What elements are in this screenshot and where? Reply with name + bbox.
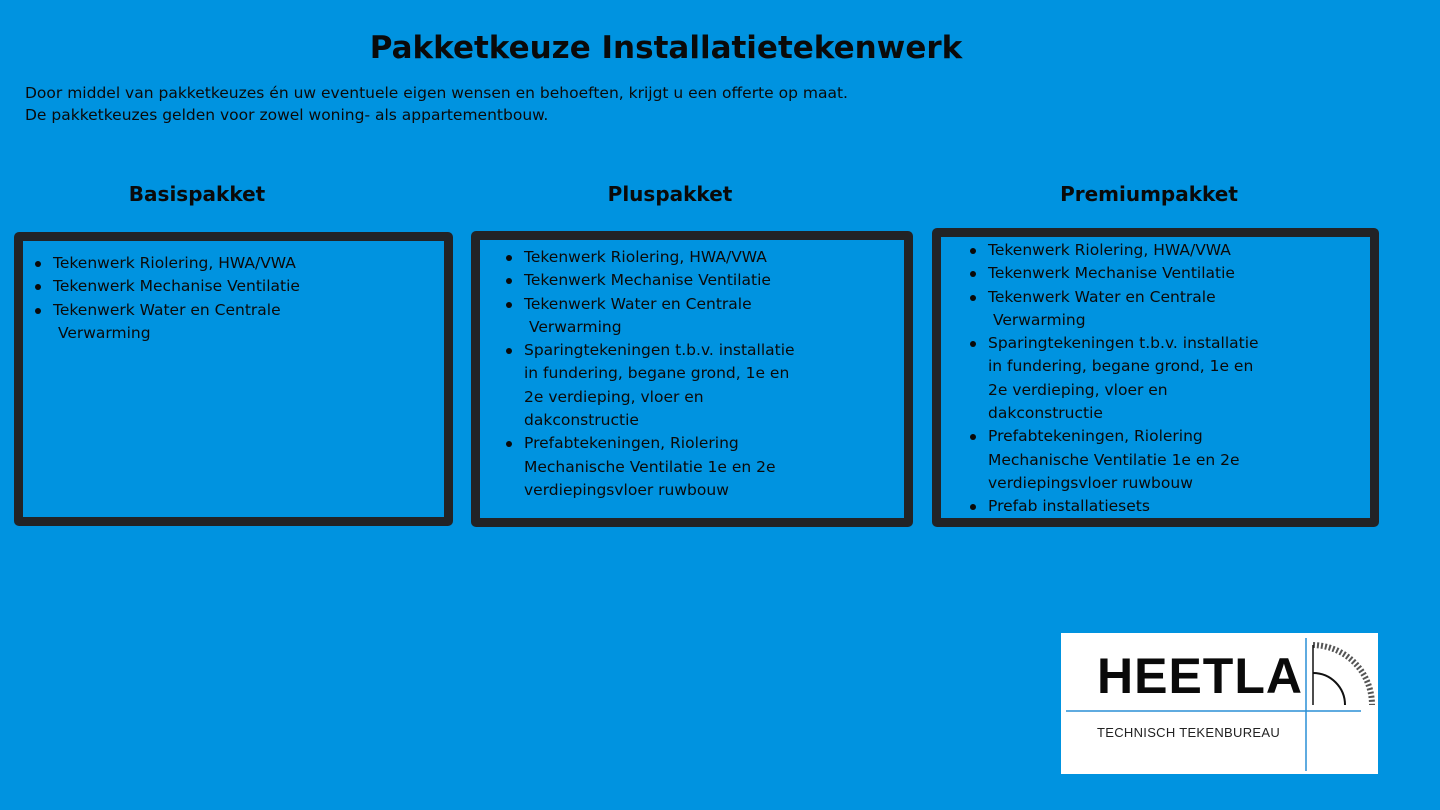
- list-item: Tekenwerk Riolering, HWA/VWA: [502, 246, 904, 269]
- logo-subtitle: TECHNISCH TEKENBUREAU: [1097, 725, 1281, 740]
- basis-package-title: Basispakket: [128, 182, 266, 206]
- list-item: Tekenwerk Water en Centrale Verwarming: [966, 286, 1370, 333]
- list-item: Tekenwerk Mechanise Ventilatie: [502, 269, 904, 292]
- list-item: Tekenwerk Water en Centrale Verwarming: [502, 293, 904, 340]
- list-item: Tekenwerk Riolering, HWA/VWA: [966, 239, 1370, 262]
- intro-line-2: De pakketkeuzes gelden voor zowel woning- als appartementbouw.: [25, 106, 549, 124]
- basis-package-box: [14, 232, 453, 526]
- basis-package-list: [31, 252, 444, 345]
- logo-wordmark: HEETLA: [1097, 648, 1303, 704]
- list-item: Tekenwerk Mechanise Ventilatie: [31, 275, 444, 298]
- page-title: Pakketkeuze Installatietekenwerk: [369, 30, 963, 66]
- list-item: Sparingtekeningen t.b.v. installatie in fundering, begane grond, 1e en 2e verdieping, vloer en dakconstructie: [966, 332, 1370, 425]
- intro-line-1: Door middel van pakketkeuzes én uw eventuele eigen wensen en behoeften, krijgt u een offerte op maat.: [25, 84, 848, 102]
- premium-package-title: Premiumpakket: [1060, 182, 1238, 206]
- list-item: Sparingtekeningen t.b.v. installatie in fundering, begane grond, 1e en 2e verdieping, vloer en dakconstructie: [502, 339, 904, 432]
- list-item: Tekenwerk Riolering, HWA/VWA: [31, 252, 444, 275]
- plus-package-title: Pluspakket: [607, 182, 733, 206]
- company-logo: [1061, 633, 1378, 774]
- plus-package-list: [502, 246, 904, 502]
- premium-package-list: [966, 239, 1370, 519]
- list-item: Tekenwerk Mechanise Ventilatie: [966, 262, 1370, 285]
- list-item: Prefab installatiesets: [966, 495, 1370, 518]
- premium-package-box: [932, 228, 1379, 527]
- intro-text: [25, 82, 848, 126]
- list-item: Tekenwerk Water en Centrale Verwarming: [31, 299, 444, 346]
- list-item: Prefabtekeningen, Riolering Mechanische Ventilatie 1e en 2e verdiepingsvloer ruwbouw: [966, 425, 1370, 495]
- plus-package-box: [471, 231, 913, 527]
- list-item: Prefabtekeningen, Riolering Mechanische Ventilatie 1e en 2e verdiepingsvloer ruwbouw: [502, 432, 904, 502]
